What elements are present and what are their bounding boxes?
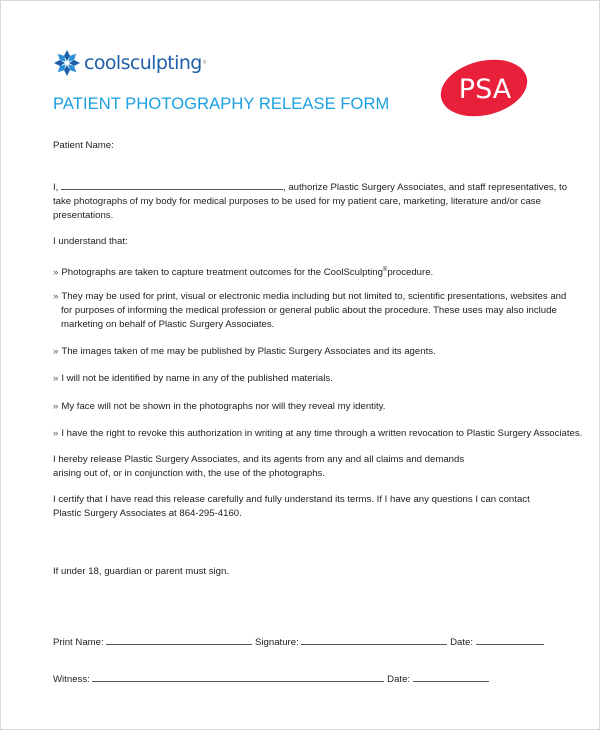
- signature-row: [53, 634, 544, 648]
- bullet-icon: »: [53, 428, 59, 439]
- certify-line-1: I certify that I have read this release carefully and fully understand its terms. If I have any questions I can contact: [53, 494, 530, 505]
- release-line-1: I hereby release Plastic Surgery Associates, and its agents from any and all claims and demands: [53, 454, 465, 465]
- witness-label: Witness:: [53, 674, 90, 685]
- page-title: PATIENT PHOTOGRAPHY RELEASE FORM: [53, 95, 390, 113]
- understand-label: I understand that:: [53, 236, 128, 247]
- authorization-line-3: presentations.: [53, 210, 114, 221]
- bullet-item: [53, 290, 566, 332]
- registered-mark: ®: [382, 267, 388, 273]
- bullet-text: The images taken of me may be published by Plastic Surgery Associates and its agents.: [61, 346, 436, 357]
- patient-name-blank[interactable]: [61, 179, 283, 190]
- release-paragraph: [53, 453, 464, 481]
- release-line-2: arising out of, or in conjunction with, the use of the photographs.: [53, 468, 325, 479]
- authorization-line-2: take photographs of my body for medical purposes to be used for my patient care, marketing, literature and/or case: [53, 196, 541, 207]
- bullet-icon: »: [53, 373, 59, 384]
- bullet-item: [53, 345, 436, 359]
- bullet-icon: »: [53, 346, 59, 357]
- print-name-label: Print Name:: [53, 637, 104, 648]
- certify-line-2: Plastic Surgery Associates at 864-295-4160.: [53, 508, 242, 519]
- patient-name-label: Patient Name:: [53, 140, 114, 151]
- witness-field[interactable]: [92, 671, 384, 682]
- bullet-text: Photographs are taken to capture treatment outcomes for the CoolSculpting: [61, 267, 383, 279]
- certify-paragraph: [53, 493, 530, 521]
- bullet-item: [53, 400, 385, 414]
- signature-field[interactable]: [301, 634, 447, 645]
- authorization-paragraph: [53, 179, 567, 223]
- witness-row: [53, 671, 489, 685]
- authorization-line-1: , authorize Plastic Surgery Associates, and staff representatives, to: [283, 182, 568, 193]
- guardian-note: If under 18, guardian or parent must sign.: [53, 566, 229, 577]
- authorization-prefix: I,: [53, 182, 61, 193]
- date-label: Date:: [450, 637, 474, 648]
- witness-date-label: Date:: [387, 674, 411, 685]
- bullet-text: I have the right to revoke this authorization in writing at any time through a written revocation to Plastic Surgery Associates.: [61, 428, 583, 439]
- bullet-text: They may be used for print, visual or electronic media including but not limited to, scientific presentations, websites and: [61, 291, 567, 302]
- bullet-text-line-2: for purposes of informing the medical profession or general public about the procedure. These uses may also include: [61, 305, 557, 316]
- coolsculpting-wordmark: coolsculpting: [84, 52, 202, 74]
- snowflake-icon: [53, 49, 81, 77]
- psa-logo: [438, 58, 530, 118]
- bullet-text-end: procedure.: [387, 267, 434, 279]
- bullet-item: [53, 263, 433, 280]
- bullet-item: [53, 372, 333, 386]
- bullet-text-line-3: marketing on behalf of Plastic Surgery Associates.: [61, 319, 275, 330]
- bullet-icon: »: [53, 401, 59, 412]
- date-field[interactable]: [476, 634, 544, 645]
- trademark-mark: ®: [202, 60, 207, 66]
- bullet-item: [53, 427, 582, 441]
- witness-date-field[interactable]: [413, 671, 489, 682]
- bullet-text: My face will not be shown in the photographs nor will they reveal my identity.: [61, 401, 386, 412]
- bullet-icon: »: [53, 291, 59, 302]
- coolsculpting-logo: [53, 49, 206, 77]
- print-name-field[interactable]: [106, 634, 252, 645]
- psa-logo-text: PSA: [458, 74, 512, 105]
- signature-label: Signature:: [255, 637, 299, 648]
- bullet-text: I will not be identified by name in any of the published materials.: [61, 373, 333, 384]
- bullet-icon: »: [53, 267, 59, 279]
